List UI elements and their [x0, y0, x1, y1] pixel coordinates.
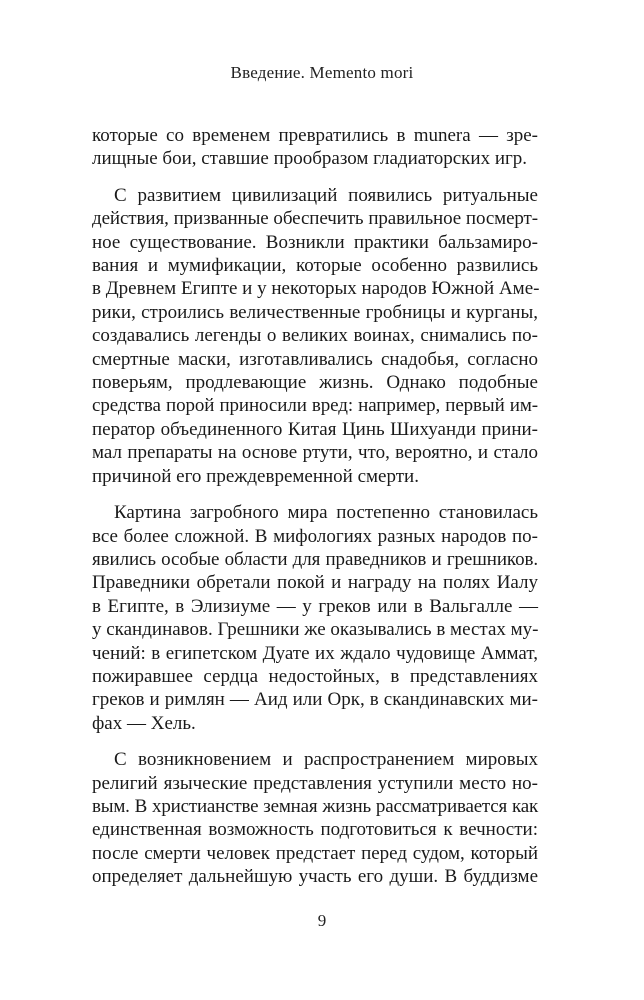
text-line: создавались легенды о великих воинах, снимались по- — [92, 325, 538, 347]
text-line: единственная возможность подготовиться к вечности: — [92, 819, 538, 841]
text-line: после смерти человек предстает перед судом, который — [92, 842, 538, 864]
text-line: поверьям, продлевающие жизнь. Однако подобные — [92, 372, 538, 394]
text-line: С развитием цивилизаций появились ритуальные — [114, 184, 538, 206]
text-line: смертные маски, изготавливались снадобья, согласно — [92, 348, 538, 370]
text-line: причиной его преждевременной смерти. — [92, 465, 419, 487]
text-line: явились особые области для праведников и грешников. — [92, 548, 538, 570]
text-line: действия, призванные обеспечить правильное посмерт- — [92, 208, 538, 230]
text-line: которые со временем превратились в munera — зре- — [92, 125, 538, 146]
text-line: средства порой приносили вред: например, первый им- — [92, 395, 538, 417]
text-line: греков и римлян — Аид или Орк, в скандинавских ми- — [92, 689, 538, 711]
text-line: ператор объединенного Китая Цинь Шихуанди прини- — [92, 418, 538, 440]
text-line: в Древнем Египте и у некоторых народов Южной Аме- — [92, 278, 540, 300]
text-line: рики, строились величественные гробницы и курганы, — [92, 301, 538, 323]
paragraph — [92, 748, 538, 888]
paragraph — [92, 501, 538, 735]
running-header: Введение. Memento mori — [230, 63, 414, 82]
text-line: все более сложной. В мифологиях разных народов по- — [92, 525, 538, 547]
text-line: пожиравшее сердца недостойных, в представлениях — [92, 665, 538, 687]
text-line: вания и мумификации, которые особенно развились — [92, 255, 538, 277]
text-line: в Египте, в Элизиуме — у греков или в Вальгалле — — [92, 595, 538, 617]
text-line: С возникновением и распространением мировых — [114, 749, 538, 771]
text-line: вым. В христианстве земная жизнь рассматривается как — [92, 795, 538, 817]
text-line: лищные бои, ставшие прообразом гладиаторских игр. — [92, 148, 528, 170]
text-line: ное существование. Возникли практики бальзамиро- — [92, 231, 538, 253]
page-number: 9 — [317, 911, 327, 930]
text-line: Праведники обретали покой и награду на полях Иалу — [92, 572, 538, 594]
paragraph — [92, 124, 538, 171]
text-line: чений: в египетском Дуате их ждало чудовище Аммат, — [92, 642, 538, 664]
text-line: Картина загробного мира постепенно становилась — [114, 502, 538, 524]
text-line: определяет дальнейшую участь его души. В буддизме — [92, 866, 538, 888]
text-line: религий языческие представления уступили место но- — [92, 772, 538, 794]
paragraph — [92, 184, 538, 488]
text-line: фах — Хель. — [92, 712, 196, 734]
body-text — [92, 124, 538, 902]
text-line: у скандинавов. Грешники же оказывались в местах му- — [92, 619, 539, 641]
text-line: мал препараты на основе ртути, что, вероятно, и стало — [92, 442, 538, 464]
